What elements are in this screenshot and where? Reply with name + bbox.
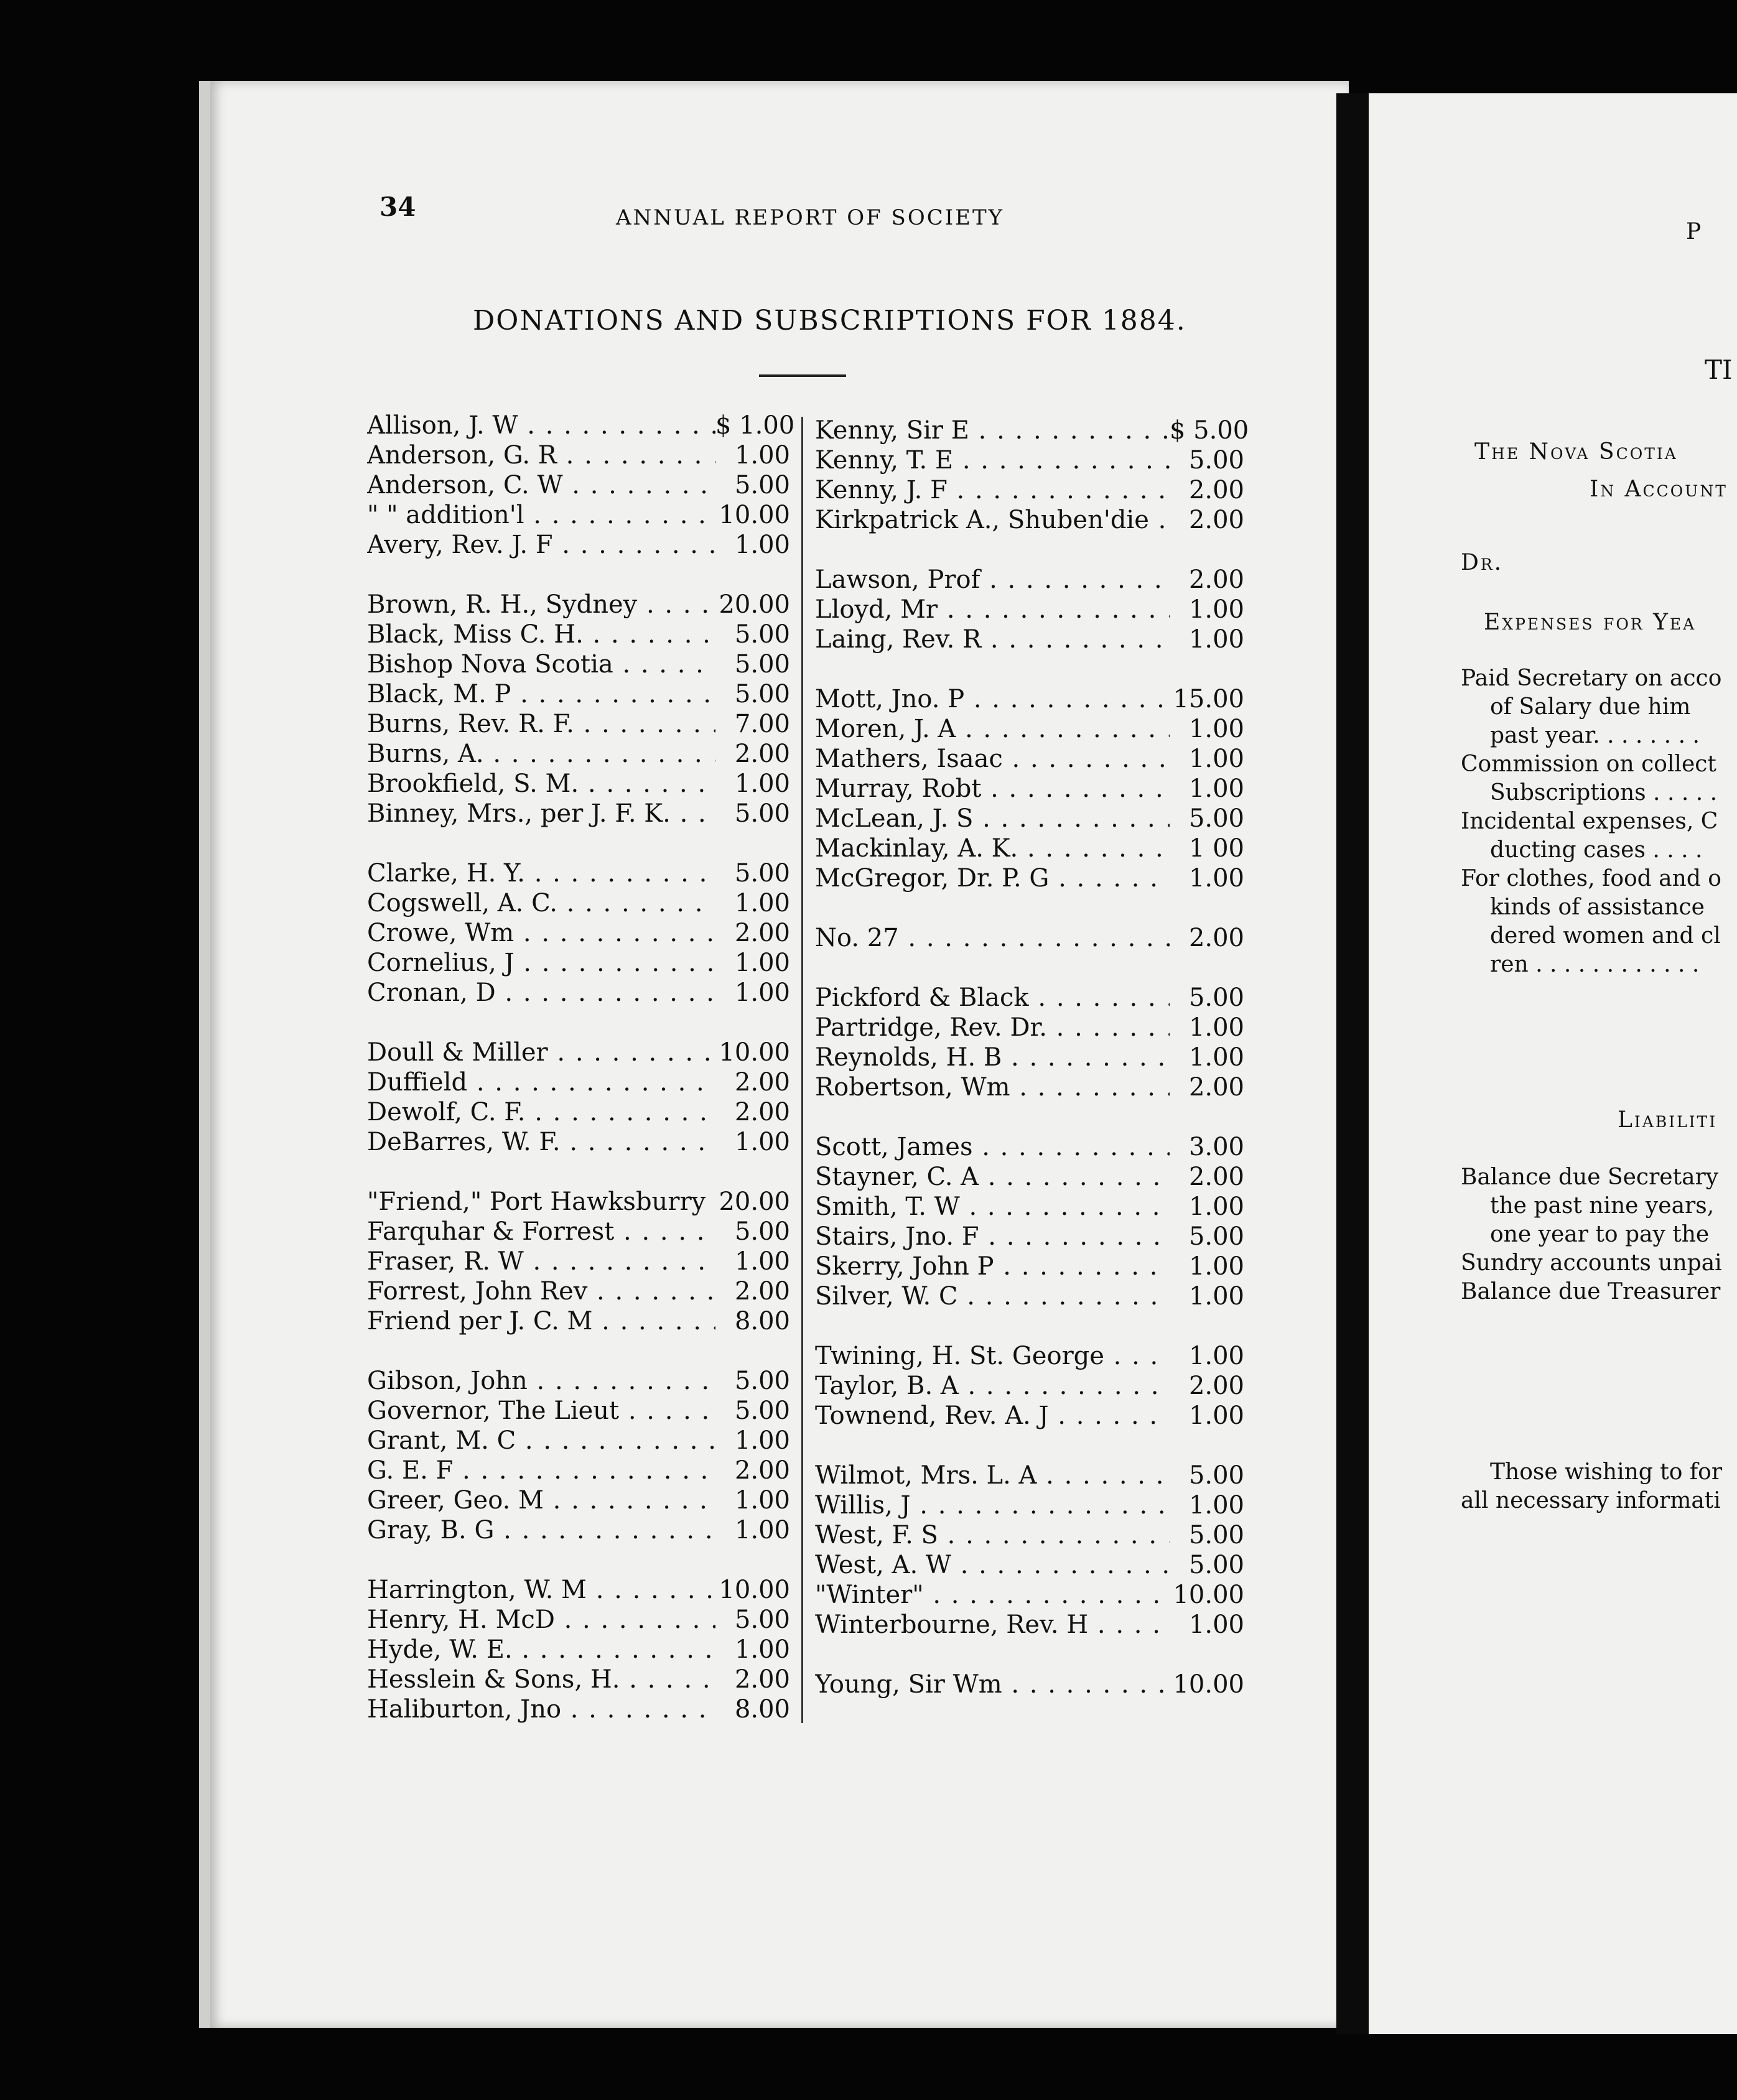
- donor-name: Silver, W. C . . .: [815, 1281, 1170, 1311]
- donor-amount: 2.00: [1188, 1163, 1244, 1191]
- donor-group: [815, 983, 1244, 1102]
- donor-row: [815, 1013, 1244, 1043]
- donor-name: " " addition'l . . .: [367, 500, 715, 530]
- donor-group: [367, 590, 790, 829]
- donor-name: Hyde, W. E. . . .: [367, 1635, 715, 1665]
- donor-row: [815, 1520, 1244, 1550]
- donor-row: [367, 709, 790, 739]
- donor-name: "Winter" . . .: [815, 1580, 1170, 1610]
- donor-amount: 2.00: [734, 1098, 790, 1127]
- right-page-line: kinds of assistance: [1490, 894, 1705, 920]
- donor-row: [367, 1456, 790, 1485]
- page-title: DONATIONS AND SUBSCRIPTIONS FOR 1884.: [473, 305, 1186, 337]
- donor-amount: 1.00: [1188, 1491, 1244, 1520]
- donor-row: [815, 804, 1244, 834]
- dr-label: Dr.: [1461, 550, 1504, 575]
- donor-amount: 5.00: [734, 471, 790, 499]
- donor-amount: 5.00: [1188, 1551, 1244, 1579]
- donor-row: [367, 470, 790, 500]
- donor-group: [815, 1461, 1244, 1640]
- donor-row: [367, 918, 790, 948]
- donor-amount: 5.00: [1188, 1521, 1244, 1549]
- donor-amount: 20.00: [719, 590, 790, 619]
- donor-amount: 1 00: [1188, 834, 1244, 863]
- right-page-line: of Salary due him: [1490, 694, 1691, 720]
- donor-amount: 10.00: [719, 501, 790, 529]
- donor-amount: 1.00: [1188, 1043, 1244, 1072]
- donor-name: "Friend," Port Hawksburry . . .: [367, 1187, 715, 1217]
- donor-row: [815, 774, 1244, 804]
- donor-row: [367, 769, 790, 799]
- footer-line-1: Those wishing to for: [1490, 1459, 1723, 1485]
- donor-amount: 1.00: [1188, 1342, 1244, 1370]
- donor-name: Townend, Rev. A. J . . .: [815, 1401, 1170, 1431]
- donor-name: Kirkpatrick A., Shuben'die . . .: [815, 505, 1170, 535]
- donor-amount: 1.00: [1188, 1192, 1244, 1221]
- donor-amount: 5.00: [1188, 446, 1244, 475]
- donor-name: Robertson, Wm . . .: [815, 1072, 1170, 1102]
- donor-amount: 1.00: [734, 889, 790, 918]
- account-heading-1: The Nova Scotia: [1474, 439, 1678, 465]
- donor-name: Smith, T. W . . .: [815, 1192, 1170, 1222]
- column-divider: [801, 417, 803, 1723]
- donor-name: Twining, H. St. George . . .: [815, 1341, 1170, 1371]
- donor-row: [367, 858, 790, 888]
- donor-row: [367, 1515, 790, 1545]
- donor-amount: 1.00: [734, 441, 790, 470]
- donor-name: Laing, Rev. R . . .: [815, 625, 1170, 654]
- donor-amount: 2.00: [1188, 476, 1244, 504]
- donor-amount: 15.00: [1173, 685, 1244, 713]
- donor-row: [367, 1426, 790, 1456]
- donor-name: West, F. S . . .: [815, 1520, 1170, 1550]
- donor-row: [815, 595, 1244, 625]
- donor-group: [815, 923, 1244, 953]
- donor-row: [815, 1072, 1244, 1102]
- donor-name: Grant, M. C . . .: [367, 1426, 715, 1456]
- donor-row: [815, 1490, 1244, 1520]
- expenses-heading: Expenses for Yea: [1484, 610, 1697, 635]
- donor-row: [815, 1580, 1244, 1610]
- donor-name: Harrington, W. M . . .: [367, 1575, 715, 1605]
- donor-row: [367, 679, 790, 709]
- donor-row: [815, 1550, 1244, 1580]
- donor-amount: 1.00: [1188, 1401, 1244, 1430]
- donor-row: [367, 1396, 790, 1426]
- donor-amount: 5.00: [734, 650, 790, 679]
- donor-row: [367, 649, 790, 679]
- donor-row: [815, 1132, 1244, 1162]
- right-title-fragment: TI: [1705, 355, 1733, 385]
- donor-name: Partridge, Rev. Dr. . . .: [815, 1013, 1170, 1043]
- donor-group: [367, 858, 790, 1008]
- donor-row: [815, 1341, 1244, 1371]
- donor-amount: 2.00: [734, 740, 790, 768]
- donor-amount: 3.00: [1188, 1133, 1244, 1161]
- donor-name: Doull & Miller . . .: [367, 1038, 715, 1067]
- donor-row: [815, 1281, 1244, 1311]
- donor-amount: 10.00: [1173, 1670, 1244, 1699]
- donor-group: [367, 1038, 790, 1157]
- donor-row: [367, 1097, 790, 1127]
- donor-name: Dewolf, C. F. . . .: [367, 1097, 715, 1127]
- right-page-line: Commission on collect: [1461, 751, 1716, 777]
- donor-row: [367, 1217, 790, 1247]
- donor-amount: 5.00: [734, 1396, 790, 1425]
- donor-amount: 5.00: [734, 1217, 790, 1246]
- donor-list-left: [367, 411, 795, 1754]
- donor-name: Greer, Geo. M . . .: [367, 1485, 715, 1515]
- donor-amount: 5.00: [734, 1605, 790, 1634]
- donor-name: Anderson, G. R . . .: [367, 440, 715, 470]
- donor-name: McGregor, Dr. P. G . . .: [815, 863, 1170, 893]
- right-page-line: ducting cases . . . .: [1490, 837, 1703, 863]
- donor-row: [367, 1635, 790, 1665]
- donor-row: [815, 505, 1244, 535]
- donor-amount: 1.00: [1188, 1013, 1244, 1042]
- right-page-line: Sundry accounts unpai: [1461, 1250, 1722, 1276]
- donor-row: [815, 565, 1244, 595]
- donor-row: [367, 590, 790, 620]
- donor-row: [815, 1371, 1244, 1401]
- donor-name: Gray, B. G . . .: [367, 1515, 715, 1545]
- donor-group: [367, 1366, 790, 1545]
- donor-row: [815, 1192, 1244, 1222]
- donor-amount: 5.00: [734, 1367, 790, 1395]
- right-page-line: For clothes, food and o: [1461, 866, 1721, 891]
- donor-name: Winterbourne, Rev. H . . .: [815, 1610, 1170, 1640]
- donor-amount: 5.00: [734, 859, 790, 888]
- donor-amount: 2.00: [1188, 1073, 1244, 1102]
- donor-row: [367, 1694, 790, 1724]
- donor-amount: 20.00: [719, 1187, 790, 1216]
- donor-name: Clarke, H. Y. . . .: [367, 858, 715, 888]
- donor-amount: 2.00: [734, 1456, 790, 1485]
- donor-row: [815, 1043, 1244, 1072]
- donor-amount: 2.00: [1188, 565, 1244, 594]
- right-page: [1369, 93, 1737, 2034]
- donor-name: Kenny, J. F . . .: [815, 475, 1170, 505]
- donor-name: Kenny, T. E . . .: [815, 445, 1170, 475]
- donor-name: Cogswell, A. C. . . .: [367, 888, 715, 918]
- donor-group: [815, 416, 1249, 535]
- donor-group: [815, 1670, 1244, 1699]
- donor-name: Kenny, Sir E . . .: [815, 416, 1170, 445]
- donor-name: Fraser, R. W . . .: [367, 1247, 715, 1276]
- donor-amount: 2.00: [734, 1068, 790, 1097]
- donor-name: Haliburton, Jno . . .: [367, 1694, 715, 1724]
- footer-line-2: all necessary informati: [1461, 1488, 1721, 1513]
- donor-row: [815, 1670, 1244, 1699]
- donor-row: [815, 475, 1244, 505]
- donor-group: [367, 1575, 790, 1724]
- donor-row: [367, 411, 795, 440]
- right-page-line: the past nine years,: [1490, 1193, 1715, 1219]
- donor-amount: 10.00: [719, 1576, 790, 1604]
- donor-name: Wilmot, Mrs. L. A . . .: [815, 1461, 1170, 1490]
- donor-amount: 5.00: [1188, 804, 1244, 833]
- donor-name: Willis, J . . .: [815, 1490, 1170, 1520]
- donor-name: Mathers, Isaac . . .: [815, 744, 1170, 774]
- donor-name: Mott, Jno. P . . .: [815, 684, 1170, 714]
- donor-row: [367, 440, 790, 470]
- donor-name: West, A. W . . .: [815, 1550, 1170, 1580]
- right-page-line: Balance due Treasurer: [1461, 1279, 1721, 1304]
- donor-amount: 2.00: [1188, 506, 1244, 534]
- donor-name: Burns, Rev. R. F. . . .: [367, 709, 715, 739]
- donor-amount: 2.00: [1188, 1372, 1244, 1400]
- donor-name: Burns, A. . . .: [367, 739, 715, 769]
- donor-name: Duffield . . .: [367, 1067, 715, 1097]
- right-page-line: Paid Secretary on acco: [1461, 666, 1722, 691]
- donor-amount: 1.00: [1188, 625, 1244, 654]
- donor-amount: 8.00: [734, 1695, 790, 1724]
- donor-amount: 1.00: [734, 1128, 790, 1156]
- donor-name: Farquhar & Forrest . . .: [367, 1217, 715, 1247]
- donor-row: [815, 1461, 1244, 1490]
- donor-amount: 1.00: [734, 978, 790, 1007]
- donor-row: [367, 1306, 790, 1336]
- donor-name: Anderson, C. W . . .: [367, 470, 715, 500]
- donor-amount: 5.00: [734, 620, 790, 649]
- donor-group: [815, 1341, 1244, 1431]
- donor-row: [815, 1222, 1244, 1252]
- donor-row: [367, 1276, 790, 1306]
- donor-amount: 5.00: [1188, 1222, 1244, 1251]
- donor-row: [815, 744, 1244, 774]
- donor-name: G. E. F . . .: [367, 1456, 715, 1485]
- donor-amount: 2.00: [1188, 924, 1244, 952]
- donor-name: Mackinlay, A. K. . . .: [815, 834, 1170, 863]
- donor-row: [815, 1252, 1244, 1281]
- donor-name: Hesslein & Sons, H. . . .: [367, 1665, 715, 1694]
- page-number: 34: [380, 192, 416, 222]
- donor-amount: 1.00: [1188, 745, 1244, 773]
- donor-row: [367, 948, 790, 978]
- donor-amount: 10.00: [719, 1038, 790, 1067]
- donor-amount: 5.00: [734, 799, 790, 828]
- donor-name: Cornelius, J . . .: [367, 948, 715, 978]
- donor-row: [367, 978, 790, 1008]
- donor-name: Lawson, Prof . . .: [815, 565, 1170, 595]
- donor-name: No. 27 . . .: [815, 923, 1170, 953]
- donor-amount: 7.00: [734, 710, 790, 738]
- donor-amount: 1.00: [734, 1486, 790, 1515]
- donor-amount: 1.00: [1188, 715, 1244, 743]
- donor-group: [815, 684, 1244, 893]
- donor-group: [367, 1187, 790, 1336]
- donor-name: Scott, James . . .: [815, 1132, 1170, 1162]
- donor-row: [815, 1401, 1244, 1431]
- donor-name: Murray, Robt . . .: [815, 774, 1170, 804]
- donor-name: Bishop Nova Scotia . . .: [367, 649, 715, 679]
- donor-row: [815, 923, 1244, 953]
- donor-amount: 1.00: [734, 769, 790, 798]
- donor-row: [367, 1127, 790, 1157]
- running-head: ANNUAL REPORT OF SOCIETY: [616, 205, 1005, 230]
- donor-row: [367, 1605, 790, 1635]
- donor-name: Skerry, John P . . .: [815, 1252, 1170, 1281]
- donor-amount: 1.00: [734, 1247, 790, 1276]
- donor-row: [815, 445, 1244, 475]
- right-page-line: ren . . . . . . . . . . . .: [1490, 952, 1700, 977]
- donor-name: Stairs, Jno. F . . .: [815, 1222, 1170, 1252]
- donor-row: [367, 799, 790, 829]
- donor-row: [815, 684, 1244, 714]
- donor-name: Henry, H. McD . . .: [367, 1605, 715, 1635]
- liabilities-heading: Liabiliti: [1618, 1107, 1718, 1133]
- donor-list-right: [815, 416, 1249, 1729]
- donor-row: [815, 714, 1244, 744]
- right-page-line: one year to pay the: [1490, 1222, 1710, 1247]
- donor-amount: 10.00: [1173, 1581, 1244, 1609]
- donor-name: McLean, J. S . . .: [815, 804, 1170, 834]
- donor-amount: $ 1.00: [715, 411, 795, 440]
- donor-amount: 1.00: [734, 949, 790, 977]
- donor-row: [367, 1665, 790, 1694]
- donor-name: Crowe, Wm . . .: [367, 918, 715, 948]
- donor-name: Black, M. P . . .: [367, 679, 715, 709]
- donor-row: [367, 1575, 790, 1605]
- donor-row: [367, 500, 790, 530]
- donor-row: [367, 888, 790, 918]
- donor-row: [367, 1485, 790, 1515]
- donor-row: [815, 1610, 1244, 1640]
- donor-amount: 5.00: [734, 680, 790, 709]
- donor-group: [815, 565, 1244, 654]
- donor-row: [367, 1038, 790, 1067]
- right-page-line: past year. . . . . . . .: [1490, 723, 1700, 748]
- donor-name: Friend per J. C. M . . .: [367, 1306, 715, 1336]
- donor-row: [367, 739, 790, 769]
- right-page-line: Subscriptions . . . . .: [1490, 780, 1718, 806]
- donor-amount: 1.00: [1188, 774, 1244, 803]
- donor-name: Taylor, B. A . . .: [815, 1371, 1170, 1401]
- donor-amount: 1.00: [734, 1516, 790, 1545]
- donor-name: Black, Miss C. H. . . .: [367, 620, 715, 649]
- donor-row: [367, 1247, 790, 1276]
- donor-amount: 1.00: [1188, 1252, 1244, 1281]
- account-heading-2: In Account: [1590, 476, 1728, 502]
- donor-amount: 1.00: [1188, 864, 1244, 893]
- right-header-fragment: P: [1686, 219, 1702, 244]
- donor-row: [815, 625, 1244, 654]
- donor-name: Governor, The Lieut . . .: [367, 1396, 715, 1426]
- right-page-line: Balance due Secretary: [1461, 1164, 1719, 1190]
- right-page-line: Incidental expenses, C: [1461, 809, 1718, 834]
- donor-row: [815, 416, 1249, 445]
- donor-name: Pickford & Black . . .: [815, 983, 1170, 1013]
- donor-name: Allison, J. W . . .: [367, 411, 715, 440]
- donor-row: [815, 863, 1244, 893]
- donor-name: Reynolds, H. B . . .: [815, 1043, 1170, 1072]
- donor-row: [367, 1067, 790, 1097]
- donor-amount: $ 5.00: [1170, 416, 1249, 445]
- donor-amount: 1.00: [734, 1426, 790, 1455]
- donor-amount: 1.00: [734, 531, 790, 559]
- donor-amount: 5.00: [1188, 983, 1244, 1012]
- title-rule: [759, 374, 846, 377]
- donor-name: Brown, R. H., Sydney . . .: [367, 590, 715, 620]
- donor-name: Cronan, D . . .: [367, 978, 715, 1008]
- donor-group: [367, 411, 795, 560]
- donor-amount: 2.00: [734, 919, 790, 947]
- donor-amount: 1.00: [1188, 1610, 1244, 1639]
- donor-name: Stayner, C. A . . .: [815, 1162, 1170, 1192]
- donor-amount: 1.00: [734, 1635, 790, 1664]
- donor-name: Moren, J. A . . .: [815, 714, 1170, 744]
- right-page-line: dered women and cl: [1490, 923, 1721, 949]
- donor-name: Brookfield, S. M. . . .: [367, 769, 715, 799]
- donor-row: [367, 620, 790, 649]
- donor-amount: 1.00: [1188, 595, 1244, 624]
- donor-amount: 2.00: [734, 1665, 790, 1694]
- donor-amount: 2.00: [734, 1277, 790, 1306]
- donor-amount: 1.00: [1188, 1282, 1244, 1311]
- donor-row: [367, 1187, 790, 1217]
- donor-name: Lloyd, Mr . . .: [815, 595, 1170, 625]
- donor-amount: 8.00: [734, 1307, 790, 1336]
- donor-row: [815, 983, 1244, 1013]
- donor-amount: 5.00: [1188, 1461, 1244, 1490]
- donor-name: Binney, Mrs., per J. F. K. . . .: [367, 799, 715, 829]
- donor-name: Forrest, John Rev . . .: [367, 1276, 715, 1306]
- donor-row: [815, 834, 1244, 863]
- donor-name: Gibson, John . . .: [367, 1366, 715, 1396]
- donor-row: [815, 1162, 1244, 1192]
- donor-name: DeBarres, W. F. . . .: [367, 1127, 715, 1157]
- donor-row: [367, 1366, 790, 1396]
- donor-row: [367, 530, 790, 560]
- donor-name: Avery, Rev. J. F . . .: [367, 530, 715, 560]
- donor-group: [815, 1132, 1244, 1311]
- donor-name: Young, Sir Wm . . .: [815, 1670, 1170, 1699]
